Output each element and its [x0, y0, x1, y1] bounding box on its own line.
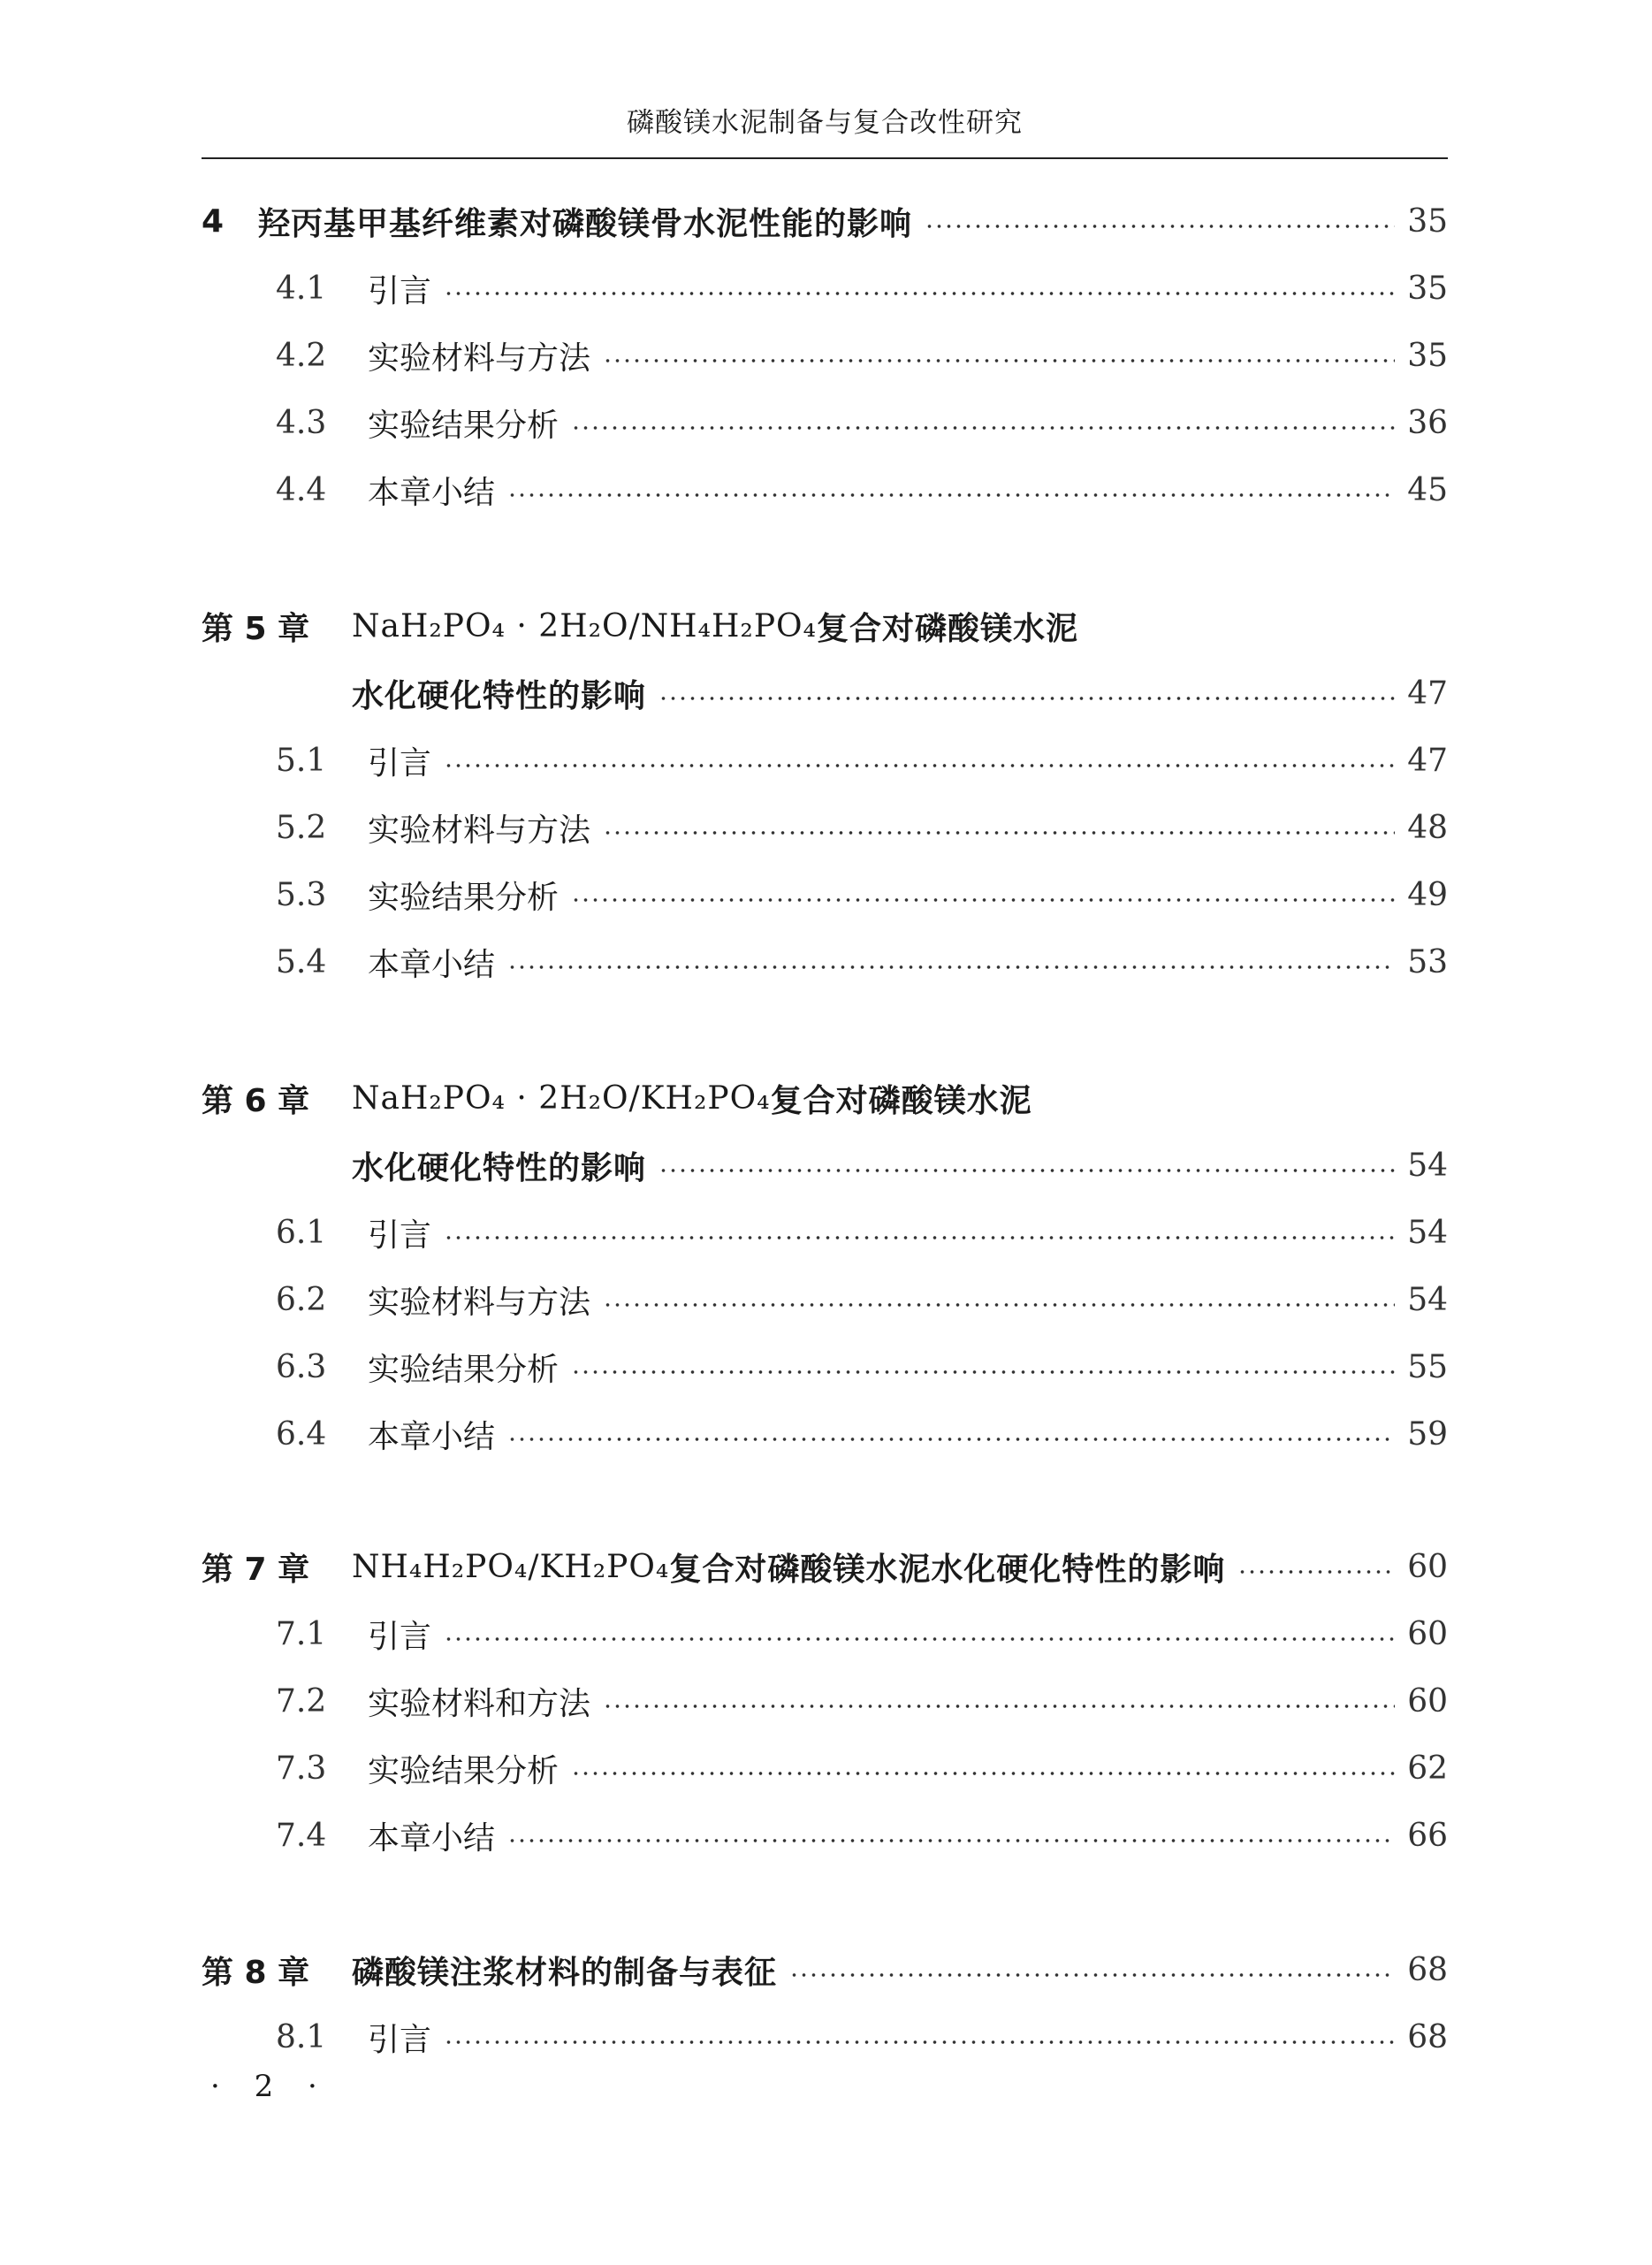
section-number: 5.1 — [276, 742, 327, 779]
dot-leader — [789, 1972, 1395, 1978]
chapter-title: 羟丙基甲基纤维素对磷酸镁骨水泥性能的影响 — [258, 205, 913, 242]
page-number: 54 — [1407, 1147, 1448, 1184]
toc-section-4-1[interactable] — [202, 255, 1448, 322]
toc-section-5-2[interactable] — [202, 794, 1448, 861]
dot-leader — [507, 965, 1395, 970]
page-number: 35 — [1407, 270, 1448, 307]
toc-section-7-4[interactable] — [202, 1802, 1448, 1869]
section-title: 实验结果分析 — [368, 407, 560, 444]
toc-chapter-6[interactable] — [202, 1064, 1448, 1132]
chapter-number: 4 — [202, 202, 225, 240]
page-number: 68 — [1407, 1951, 1448, 1988]
section-number: 4.1 — [276, 270, 327, 307]
toc-section-5-3[interactable] — [202, 861, 1448, 928]
page-number: 55 — [1407, 1348, 1448, 1385]
section-title: 实验材料和方法 — [368, 1685, 591, 1722]
page-number: 36 — [1407, 404, 1448, 441]
dot-leader — [659, 696, 1395, 701]
toc-section-5-4[interactable] — [202, 928, 1448, 995]
section-title: 引言 — [368, 1618, 432, 1655]
section-title: 本章小结 — [368, 946, 496, 983]
section-number: 4.3 — [276, 404, 327, 441]
toc-section-8-1[interactable] — [202, 2003, 1448, 2071]
page-number: 35 — [1407, 202, 1448, 240]
chapter-title: 复合对磷酸镁水泥 — [770, 1082, 1032, 1119]
dot-leader — [603, 1302, 1395, 1308]
chapter-title: 磷酸镁注浆材料的制备与表征 — [352, 1954, 778, 1991]
section-title: 本章小结 — [368, 474, 496, 511]
section-number: 6.4 — [276, 1415, 327, 1453]
toc-chapter-8[interactable] — [202, 1936, 1448, 2003]
dot-leader — [1237, 1569, 1395, 1575]
dot-leader — [444, 1235, 1395, 1240]
page-number: 35 — [1407, 337, 1448, 374]
running-head: 磷酸镁水泥制备与复合改性研究 — [202, 88, 1448, 159]
dot-leader — [603, 358, 1395, 363]
section-number: 7.1 — [276, 1615, 327, 1652]
toc-chapter-5-continued[interactable] — [202, 660, 1448, 727]
section-title: 实验材料与方法 — [368, 1284, 591, 1321]
toc-section-7-1[interactable] — [202, 1600, 1448, 1667]
chapter-title-formula: NaH₂PO₄ · 2H₂O/NH₄H₂PO₄ — [352, 607, 817, 644]
toc-chapter-7[interactable] — [202, 1533, 1448, 1600]
dot-leader — [444, 1636, 1395, 1642]
section-title: 引言 — [368, 272, 432, 309]
chapter-title-formula: NaH₂PO₄ · 2H₂O/KH₂PO₄ — [352, 1079, 771, 1117]
page-number: 45 — [1407, 471, 1448, 508]
dot-leader — [507, 1838, 1395, 1843]
dot-leader — [603, 1704, 1395, 1709]
page-number: 68 — [1407, 2018, 1448, 2055]
toc-section-6-3[interactable] — [202, 1333, 1448, 1400]
toc-chapter-5[interactable] — [202, 592, 1448, 660]
section-number: 6.1 — [276, 1214, 327, 1251]
chapter-title-continued: 水化硬化特性的影响 — [352, 1149, 647, 1186]
section-number: 5.3 — [276, 876, 327, 913]
dot-leader — [571, 1771, 1395, 1776]
toc-section-4-3[interactable] — [202, 389, 1448, 456]
toc-section-4-4[interactable] — [202, 456, 1448, 523]
section-number: 8.1 — [276, 2018, 327, 2055]
toc-section-4-2[interactable] — [202, 322, 1448, 389]
section-number: 5.4 — [276, 943, 327, 980]
page-number: 60 — [1407, 1615, 1448, 1652]
toc-section-7-2[interactable] — [202, 1667, 1448, 1735]
dot-leader — [659, 1168, 1395, 1173]
toc-section-7-3[interactable] — [202, 1735, 1448, 1802]
section-number: 7.3 — [276, 1750, 327, 1787]
section-number: 4.2 — [276, 337, 327, 374]
page-number: 48 — [1407, 809, 1448, 846]
chapter-number: 第 5 章 — [202, 610, 310, 647]
dot-leader — [603, 830, 1395, 835]
section-number: 5.2 — [276, 809, 327, 846]
section-title: 本章小结 — [368, 1819, 496, 1857]
chapter-number: 第 6 章 — [202, 1082, 310, 1119]
dot-leader — [571, 897, 1395, 903]
section-number: 7.4 — [276, 1817, 327, 1854]
toc-chapter-4[interactable] — [202, 187, 1448, 255]
page-number: 54 — [1407, 1281, 1448, 1318]
toc-chapter-6-continued[interactable] — [202, 1132, 1448, 1199]
dot-leader — [444, 291, 1395, 296]
chapter-title-continued: 水化硬化特性的影响 — [352, 677, 647, 714]
dot-leader — [571, 1369, 1395, 1375]
page-number: 59 — [1407, 1415, 1448, 1453]
chapter-title: 复合对磷酸镁水泥 — [816, 610, 1078, 647]
section-number: 7.2 — [276, 1682, 327, 1720]
chapter-title-formula: NH₄H₂PO₄/KH₂PO₄ — [352, 1548, 670, 1585]
section-title: 引言 — [368, 1216, 432, 1254]
section-number: 4.4 — [276, 471, 327, 508]
dot-leader — [571, 425, 1395, 431]
section-title: 本章小结 — [368, 1418, 496, 1455]
page-number: 49 — [1407, 876, 1448, 913]
page-number: 60 — [1407, 1548, 1448, 1585]
chapter-number: 第 8 章 — [202, 1954, 310, 1991]
toc-section-6-1[interactable] — [202, 1199, 1448, 1266]
page-number: 60 — [1407, 1682, 1448, 1720]
section-title: 实验结果分析 — [368, 1351, 560, 1388]
section-title: 实验结果分析 — [368, 879, 560, 916]
page-number: 54 — [1407, 1214, 1448, 1251]
toc-section-6-4[interactable] — [202, 1400, 1448, 1468]
page-folio: · 2 · — [210, 2069, 330, 2104]
section-title: 引言 — [368, 744, 432, 782]
dot-leader — [925, 224, 1395, 229]
toc-section-6-2[interactable] — [202, 1266, 1448, 1333]
page-number: 62 — [1407, 1750, 1448, 1787]
section-title: 实验材料与方法 — [368, 339, 591, 377]
dot-leader — [507, 1437, 1395, 1442]
page-number: 47 — [1407, 742, 1448, 779]
page-number: 53 — [1407, 943, 1448, 980]
section-number: 6.3 — [276, 1348, 327, 1385]
page-number: 66 — [1407, 1817, 1448, 1854]
section-title: 实验材料与方法 — [368, 812, 591, 849]
section-title: 引言 — [368, 2021, 432, 2058]
chapter-title: 复合对磷酸镁水泥水化硬化特性的影响 — [669, 1551, 1226, 1588]
section-number: 6.2 — [276, 1281, 327, 1318]
dot-leader — [507, 492, 1395, 498]
chapter-number: 第 7 章 — [202, 1551, 310, 1588]
page-number: 47 — [1407, 675, 1448, 712]
dot-leader — [444, 2040, 1395, 2045]
section-title: 实验结果分析 — [368, 1752, 560, 1789]
dot-leader — [444, 763, 1395, 768]
toc-section-5-1[interactable] — [202, 727, 1448, 794]
